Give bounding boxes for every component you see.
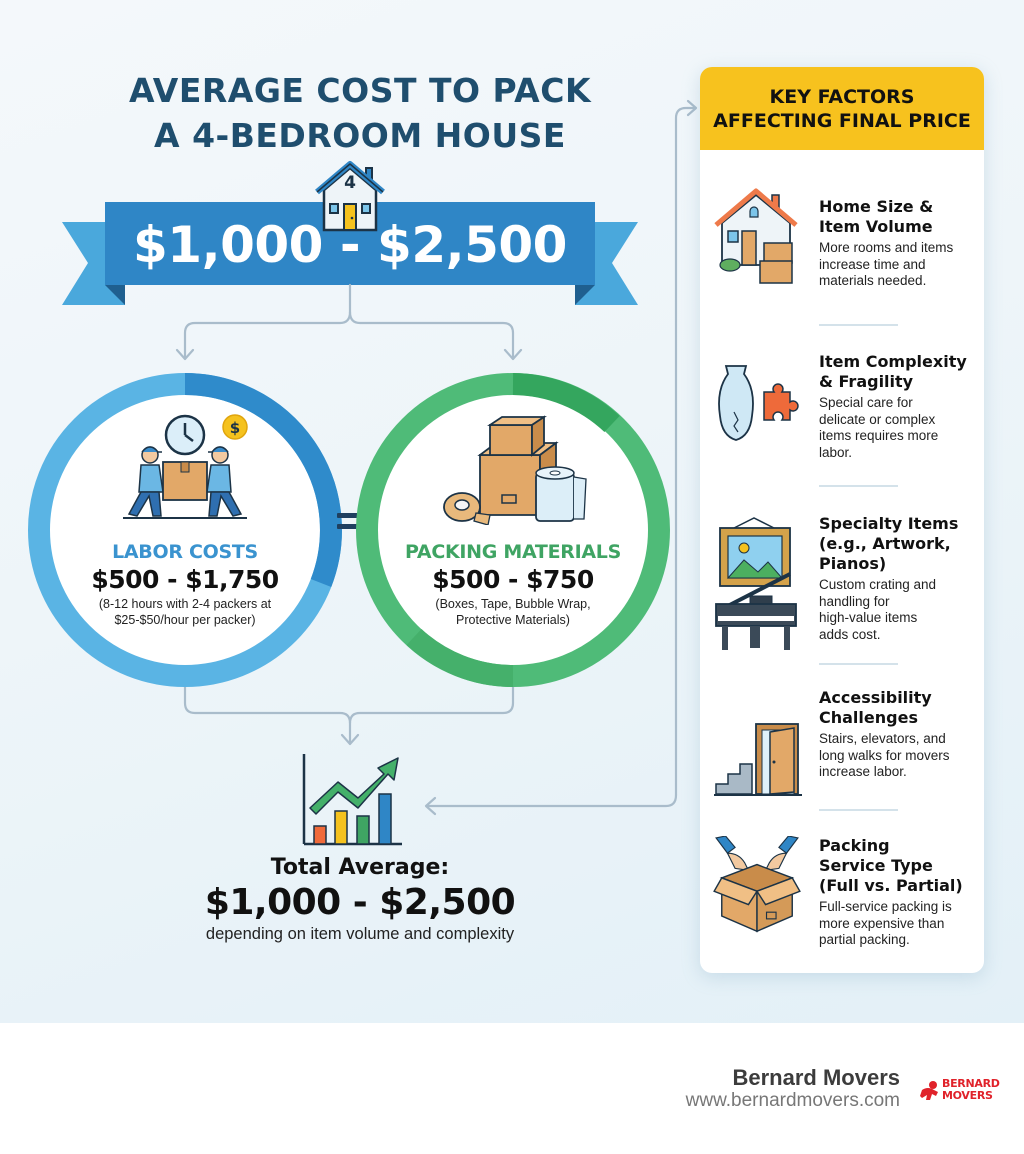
factor-desc-line: Full-service packing is — [819, 899, 952, 914]
labor-cost-value: $500 - $1,750 — [91, 565, 279, 594]
factor-description — [819, 899, 979, 949]
factor-title — [819, 352, 979, 392]
key-factors-card — [700, 67, 984, 973]
labor-cost-label: LABOR COSTS — [112, 541, 258, 563]
key-factors-title-line-2: AFFECTING FINAL PRICE — [713, 109, 971, 132]
factor-desc-line: Stairs, elevators, and — [819, 731, 946, 746]
packing-materials-note-line-1: (Boxes, Tape, Bubble Wrap, — [435, 597, 591, 611]
factor-desc-line: partial packing. — [819, 932, 910, 947]
factor-title — [819, 514, 979, 574]
factor-desc-line: labor. — [819, 444, 853, 460]
vase-puzzle-icon — [712, 360, 802, 460]
packing-materials-note — [383, 596, 643, 628]
factor-title-line: Pianos) — [819, 554, 887, 573]
stairs-door-icon — [712, 708, 802, 808]
factor-desc-line: More rooms and items — [819, 240, 954, 255]
packing-materials-note-line-2: Protective Materials) — [456, 613, 570, 627]
total-note: depending on item volume and complexity — [205, 925, 515, 943]
mover-silhouette-icon — [918, 1080, 942, 1102]
title-line-2: A 4-BEDROOM HOUSE — [154, 116, 566, 155]
logo-wordmark — [942, 1078, 1000, 1102]
packing-materials-value: $500 - $750 — [432, 565, 594, 594]
factor-description — [819, 577, 979, 643]
labor-cost-note-line-1: (8-12 hours with 2-4 packers at — [98, 597, 272, 611]
factor-divider — [819, 324, 898, 326]
factor-title-line: & Fragility — [819, 372, 914, 391]
factor-description — [819, 395, 979, 461]
factor-description — [819, 731, 979, 781]
factor-desc-line: delicate or complex — [819, 411, 936, 427]
factor-desc-line: Special care for — [819, 395, 913, 410]
total-value: $1,000 - $2,500 — [204, 882, 516, 923]
factor-title-line: Item Volume — [819, 217, 933, 236]
factor-title-line: Service Type — [819, 856, 933, 875]
total-label: Total Average: — [270, 855, 450, 880]
factor-desc-line: more expensive than — [819, 915, 945, 931]
logo-line-2: MOVERS — [942, 1089, 993, 1102]
factor-description — [819, 240, 979, 290]
factor-desc-line: increase labor. — [819, 764, 907, 779]
banner-price-range: $1,000 - $2,500 — [133, 216, 567, 274]
house-with-boxes-icon — [712, 185, 802, 285]
boxes-tape-bubble-wrap-icon — [440, 415, 590, 525]
factor-desc-line: high-value items — [819, 610, 918, 625]
factor-desc-line: increase time and — [819, 256, 926, 272]
factor-title-line: Packing — [819, 836, 890, 855]
key-factors-header — [700, 67, 984, 150]
logo-line-1: BERNARD — [942, 1077, 1000, 1090]
factor-title-line: (e.g., Artwork, — [819, 534, 951, 553]
total-summary — [140, 855, 580, 944]
factor-divider — [819, 485, 898, 487]
hands-open-box-icon — [712, 836, 802, 936]
factor-title-line: (Full vs. Partial) — [819, 876, 963, 895]
title-line-1: AVERAGE COST TO PACK — [128, 71, 592, 110]
company-logo — [918, 1078, 1004, 1104]
factor-desc-line: adds cost. — [819, 626, 881, 642]
key-factors-title-line-1: KEY FACTORS — [769, 85, 915, 108]
factor-title — [819, 836, 979, 896]
footer-company-name: Bernard Movers — [732, 1065, 900, 1090]
factor-text — [819, 352, 979, 461]
factor-title-line: Challenges — [819, 708, 918, 727]
house-badge-number: 4 — [344, 173, 356, 193]
factor-title — [819, 197, 979, 237]
factor-title-line: Home Size & — [819, 197, 934, 216]
factor-text — [819, 836, 979, 949]
painting-piano-icon — [712, 514, 802, 654]
packing-materials-panel — [383, 541, 643, 628]
svg-text:$: $ — [229, 419, 241, 437]
factor-title — [819, 688, 979, 728]
factor-title-line: Accessibility — [819, 688, 932, 707]
labor-cost-note-line-2: $25-$50/hour per packer) — [114, 613, 256, 627]
factor-text — [819, 197, 979, 290]
factor-desc-line: items requires more — [819, 428, 939, 443]
factor-text — [819, 688, 979, 781]
factor-divider — [819, 809, 898, 811]
factor-desc-line: materials needed. — [819, 273, 927, 288]
factor-desc-line: Custom crating and — [819, 577, 937, 592]
factor-desc-line: handling for — [819, 593, 890, 609]
packing-materials-label: PACKING MATERIALS — [405, 541, 621, 563]
factor-text — [819, 514, 979, 643]
factor-title-line: Item Complexity — [819, 352, 967, 371]
factor-divider — [819, 663, 898, 665]
movers-carrying-box-icon — [115, 410, 255, 522]
labor-cost-note — [55, 596, 315, 628]
footer-website-link[interactable]: www.bernardmovers.com — [685, 1090, 900, 1111]
rising-bar-chart-icon — [300, 752, 404, 846]
labor-cost-panel — [55, 541, 315, 628]
factor-title-line: Specialty Items — [819, 514, 959, 533]
factor-desc-line: long walks for movers — [819, 747, 950, 763]
